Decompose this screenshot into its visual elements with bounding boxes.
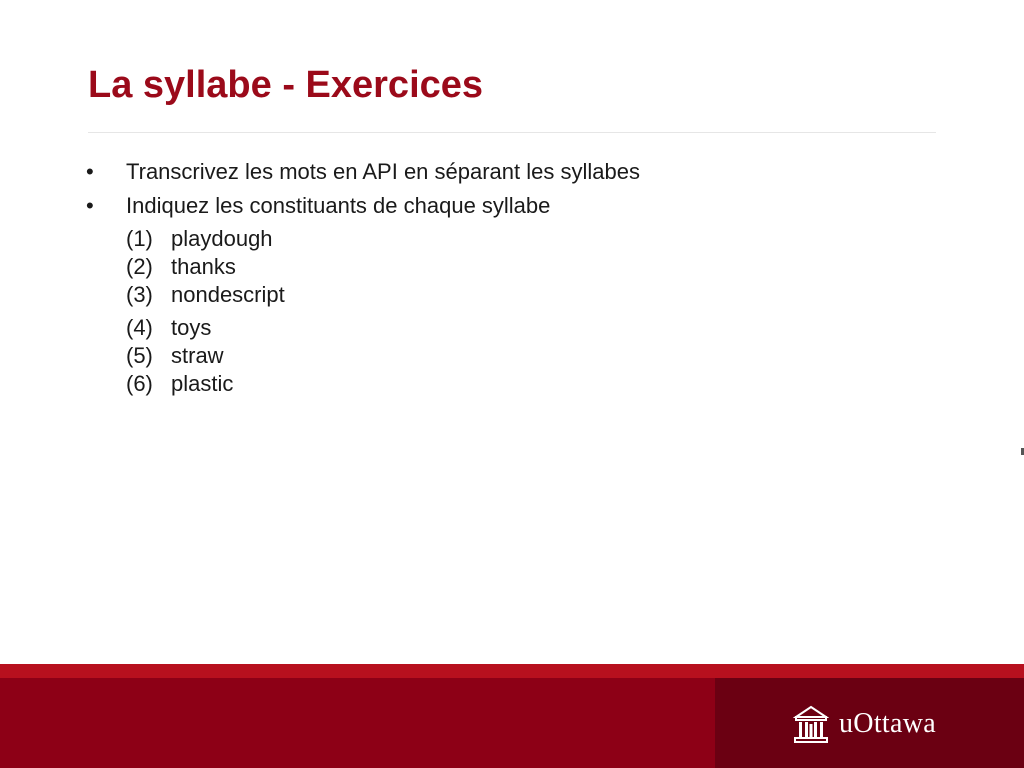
exercise-item [126,253,285,281]
instruction-list [84,156,640,224]
uottawa-logo [793,704,936,744]
exercise-number: (4) [126,315,153,340]
logo-text: uOttawa [839,708,936,739]
exercise-number: (5) [126,343,153,368]
title-divider [88,132,936,133]
exercise-item [126,370,233,398]
exercise-number: (6) [126,371,153,396]
instruction-text: Indiquez les constituants de chaque syllabe [126,193,551,218]
footer-top-stripe [0,664,1024,678]
exercise-word: straw [171,343,224,368]
footer-band [0,664,1024,768]
footer-main-band [0,678,715,768]
exercise-word: plastic [171,371,234,396]
exercise-number: (3) [126,282,153,307]
exercise-item [126,281,285,309]
footer-logo-block [715,678,1024,768]
exercise-number: (2) [126,254,153,279]
exercise-list-1 [126,225,285,309]
exercise-list-2 [126,314,233,398]
exercise-number: (1) [126,226,153,251]
exercise-item [126,314,233,342]
exercise-item [126,225,285,253]
university-building-icon [793,704,829,744]
exercise-item [126,342,233,370]
exercise-word: playdough [171,226,273,251]
instruction-item [84,190,640,224]
exercise-word: thanks [171,254,236,279]
instruction-item [84,156,640,190]
exercise-word: toys [171,315,212,340]
bullet-marker: • [86,193,94,218]
slide-title: La syllabe - Exercices [88,64,484,106]
exercise-word: nondescript [171,282,285,307]
instruction-text: Transcrivez les mots en API en séparant les syllabes [126,159,640,184]
bullet-marker: • [86,159,94,184]
